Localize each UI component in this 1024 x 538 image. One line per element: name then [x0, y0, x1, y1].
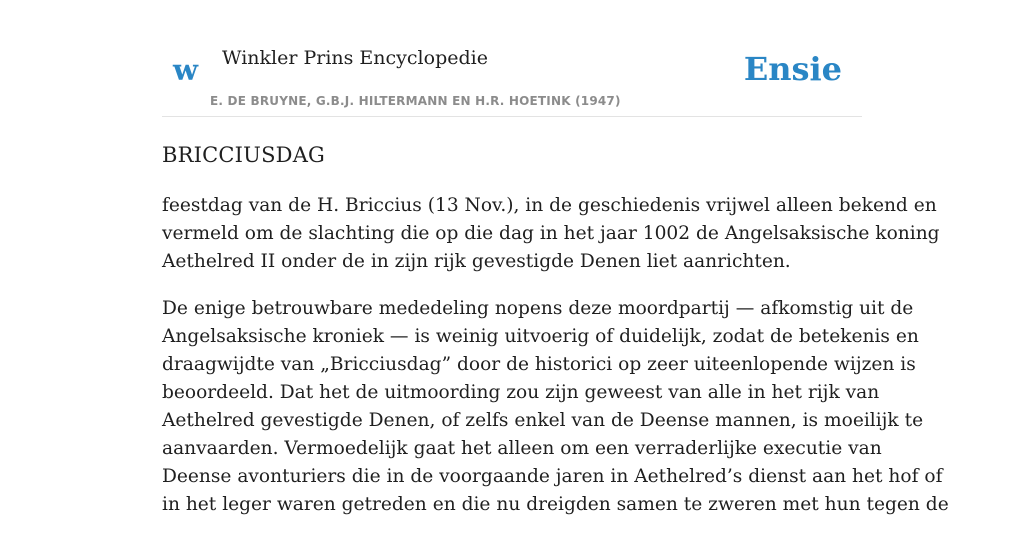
publication-title[interactable]: Winkler Prins Encyclopedie [222, 47, 488, 69]
ensie-brand-link[interactable]: Ensie [743, 50, 842, 88]
text-line: De enige betrouwbare mededeling nopens deze moordpartij — afkomstig uit de [162, 298, 914, 319]
entry-body [162, 192, 949, 538]
text-line: draagwijdte van „Bricciusdag” door de historici op zeer uiteenlopende wijzen is [162, 354, 916, 375]
text-line: aanvaarden. Vermoedelijk gaat het alleen om een verraderlijke executie van [162, 438, 882, 459]
publication-logo-icon[interactable]: w [173, 53, 198, 87]
text-line: Angelsaksische kroniek — is weinig uitvoerig of duidelijk, zodat de betekenis en [162, 326, 919, 347]
text-line: in het leger waren getreden en die nu dreigden samen te zweren met hun tegen de [162, 494, 949, 515]
entry-paragraph [162, 192, 940, 276]
text-line: Aethelred gevestigde Denen, of zelfs enkel van de Deense mannen, is moeilijk te [162, 410, 924, 431]
text-line: Aethelred II onder de in zijn rijk gevestigde Denen liet aanrichten. [162, 251, 791, 272]
text-line: feestdag van de H. Briccius (13 Nov.), in de geschiedenis vrijwel alleen bekend en [162, 195, 937, 216]
text-line: vermeld om de slachting die op die dag in het jaar 1002 de Angelsaksische koning [162, 223, 940, 244]
entry-title: BRICCIUSDAG [162, 143, 326, 167]
authors-line: E. DE BRUYNE, G.B.J. HILTERMANN EN H.R. HOETINK (1947) [210, 94, 621, 108]
text-line: Deense avonturiers die in de voorgaande jaren in Aethelred’s dienst aan het hof of [162, 466, 943, 487]
text-line: beoordeeld. Dat het de uitmoording zou zijn geweest van alle in het rijk van [162, 382, 880, 403]
site-header [162, 0, 862, 117]
entry-paragraph [162, 295, 949, 519]
